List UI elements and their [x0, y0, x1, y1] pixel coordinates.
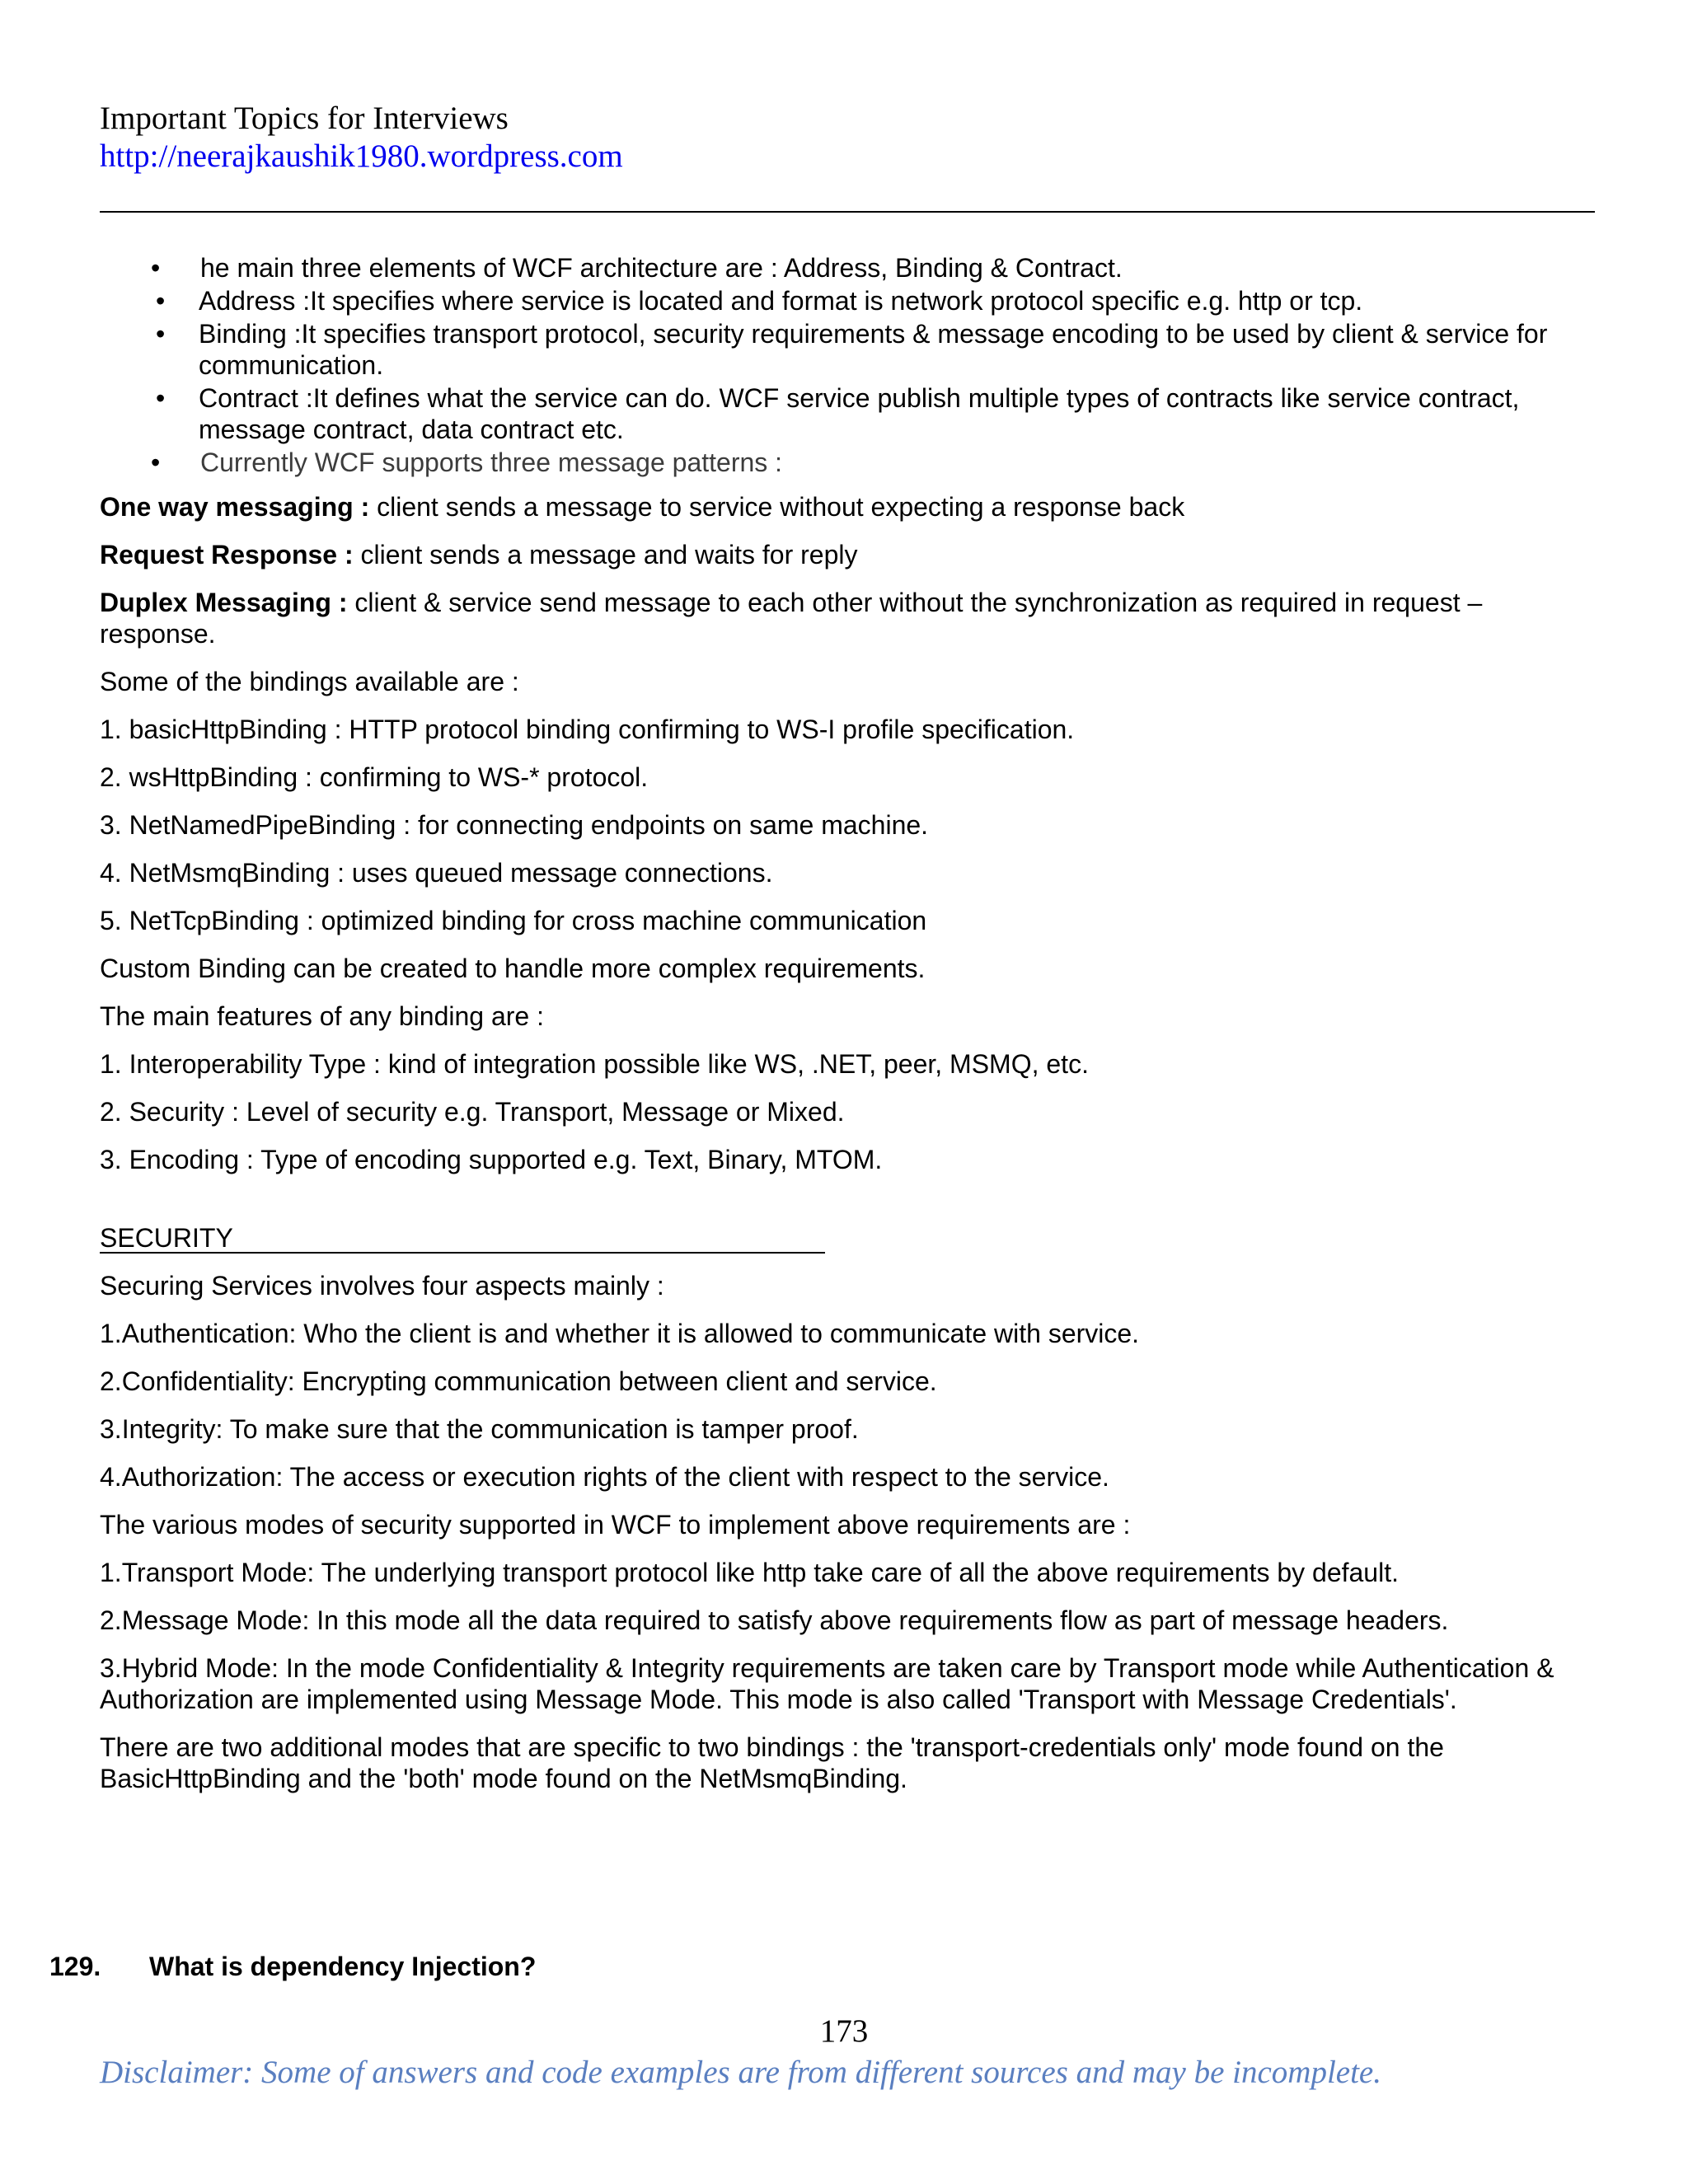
security-aspect: 3.Integrity: To make sure that the communication is tamper proof. — [100, 1414, 859, 1444]
header-blog-link[interactable]: http://neerajkaushik1980.wordpress.com — [100, 138, 623, 174]
security-intro: Securing Services involves four aspects mainly : — [100, 1271, 664, 1301]
wcf-architecture-list — [100, 252, 1595, 478]
list-item: • Currently WCF supports three message patterns : — [151, 448, 783, 477]
custom-binding-note: Custom Binding can be created to handle more complex requirements. — [100, 954, 926, 983]
list-item: • Address :It specifies where service is located and format is network protocol specific e.g. http or tcp. — [156, 286, 1363, 316]
feature-item: 1. Interoperability Type : kind of integration possible like WS, .NET, peer, MSMQ, etc. — [100, 1049, 1089, 1079]
bullet-icon: • — [156, 286, 166, 316]
feature-item: 3. Encoding : Type of encoding supported e.g. Text, Binary, MTOM. — [100, 1145, 883, 1174]
bullet-icon: • — [156, 383, 166, 413]
question-heading — [49, 1951, 536, 1982]
security-mode: 3.Hybrid Mode: In the mode Confidentiality & Integrity requirements are taken care by Transport mode while Authentication & Authorization are implemented using Message Mode. This mode is also called 'Transport with Message Credentials'. — [100, 1653, 1554, 1714]
binding-item: 2. wsHttpBinding : confirming to WS-* protocol. — [100, 762, 649, 792]
pattern-request-response: Request Response : client sends a message and waits for reply — [100, 540, 858, 569]
question-number: 129. — [49, 1952, 101, 1981]
list-item: • Contract :It defines what the service can do. WCF service publish multiple types of contracts like service contract, message contract, data contract etc. — [156, 383, 1520, 444]
security-aspect: 2.Confidentiality: Encrypting communication between client and service. — [100, 1366, 937, 1396]
bullet-icon: • — [156, 319, 166, 349]
bindings-intro: Some of the bindings available are : — [100, 667, 519, 696]
page-number: 173 — [819, 2013, 869, 2049]
features-intro: The main features of any binding are : — [100, 1001, 544, 1031]
list-item: • Binding :It specifies transport protocol, security requirements & message encoding to be used by client & service for communication. — [156, 319, 1548, 380]
security-aspect: 1.Authentication: Who the client is and whether it is allowed to communicate with service. — [100, 1319, 1140, 1348]
feature-item: 2. Security : Level of security e.g. Transport, Message or Mixed. — [100, 1097, 845, 1127]
binding-item: 1. basicHttpBinding : HTTP protocol binding confirming to WS-I profile specification. — [100, 715, 1075, 744]
bullet-icon: • — [151, 448, 161, 477]
security-additional-modes: There are two additional modes that are specific to two bindings : the 'transport-credentials only' mode found on the BasicHttpBinding and the 'both' mode found on the NetMsmqBinding. — [100, 1732, 1444, 1793]
list-item: • he main three elements of WCF architecture are : Address, Binding & Contract. — [151, 253, 1123, 283]
bullet-icon: • — [151, 253, 161, 283]
question-text: What is dependency Injection? — [149, 1952, 537, 1981]
security-aspect: 4.Authorization: The access or execution rights of the client with respect to the service. — [100, 1462, 1109, 1492]
pattern-one-way: One way messaging : client sends a message to service without expecting a response back — [100, 492, 1185, 522]
binding-item: 3. NetNamedPipeBinding : for connecting endpoints on same machine. — [100, 810, 929, 840]
footer-disclaimer: Disclaimer: Some of answers and code examples are from different sources and may be incomplete. — [100, 2055, 1381, 2090]
security-mode: 1.Transport Mode: The underlying transport protocol like http take care of all the above requirements by default. — [100, 1558, 1399, 1587]
page-content — [100, 252, 1595, 1794]
security-modes-intro: The various modes of security supported in WCF to implement above requirements are : — [100, 1510, 1131, 1540]
section-heading-security: SECURITY — [100, 1224, 825, 1254]
pattern-duplex: Duplex Messaging : client & service send message to each other without the synchronization as required in request – response. — [100, 588, 1483, 649]
binding-item: 5. NetTcpBinding : optimized binding for cross machine communication — [100, 906, 927, 935]
security-mode: 2.Message Mode: In this mode all the data required to satisfy above requirements flow as part of message headers. — [100, 1605, 1449, 1635]
header-divider — [100, 211, 1595, 213]
header-title: Important Topics for Interviews — [100, 101, 509, 136]
binding-item: 4. NetMsmqBinding : uses queued message connections. — [100, 858, 773, 888]
